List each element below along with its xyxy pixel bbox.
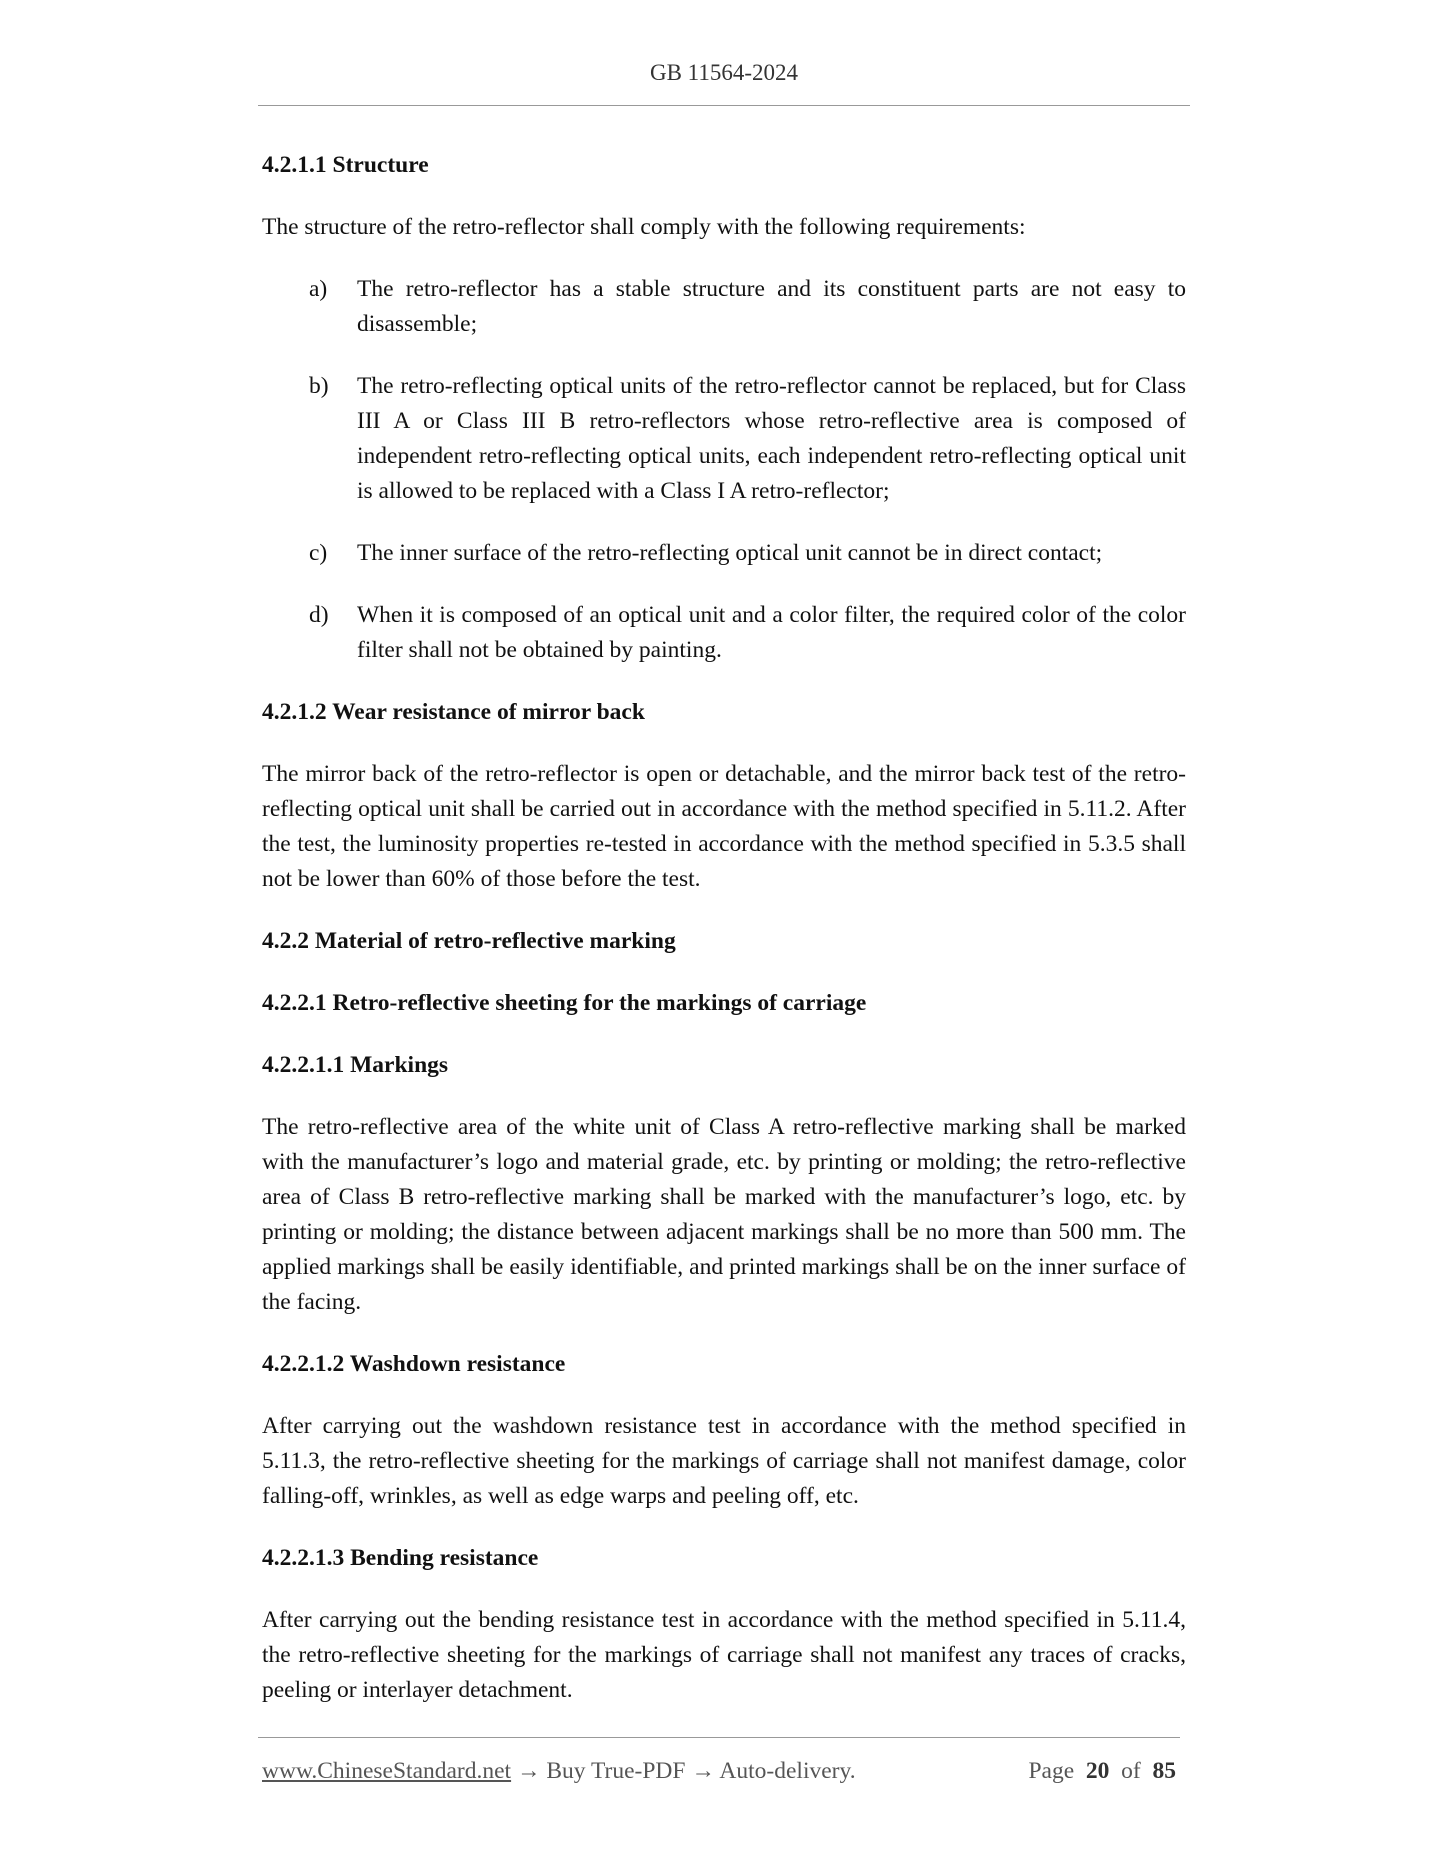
footer-promo xyxy=(262,1758,856,1785)
delivery-text: Auto-delivery. xyxy=(719,1758,856,1784)
heading-4-2-2-1-2: 4.2.2.1.2 Washdown resistance xyxy=(262,1351,566,1377)
list-item-text: The retro-reflecting optical units of the retro-reflector cannot be replaced, but for Class III A or Class III B retro-reflectors whose retro-reflective area is composed of independent retro-reflecting optical units, each independent retro-reflecting optical unit is allowed to be replaced with a Class I A retro-reflector; xyxy=(357,373,1186,504)
list-item xyxy=(262,598,1186,668)
list-item xyxy=(262,272,1186,342)
structure-intro: The structure of the retro-reflector shall comply with the following requirements: xyxy=(262,214,1026,240)
total-pages: 85 xyxy=(1152,1758,1176,1784)
list-item-text: When it is composed of an optical unit and a color filter, the required color of the color filter shall not be obtained by painting. xyxy=(357,602,1186,663)
header-divider xyxy=(258,105,1190,106)
document-header xyxy=(258,60,1190,86)
arrow-right-icon: → xyxy=(691,1758,715,1784)
heading-4-2-1-1: 4.2.1.1 Structure xyxy=(262,152,429,178)
heading-4-2-2-1-1: 4.2.2.1.1 Markings xyxy=(262,1052,449,1078)
paragraph-mirror-back: The mirror back of the retro-reflector is open or detachable, and the mirror back test of the retro-reflecting optical unit shall be carried out in accordance with the method specified in 5.11.2. After the test, the luminosity properties re-tested in accordance with the method specified in 5.3.5 shall not be lower than 60% of those before the test. xyxy=(262,761,1186,892)
document-body xyxy=(262,148,1186,1708)
list-item-text: The retro-reflector has a stable structure and its constituent parts are not easy to disassemble; xyxy=(357,276,1186,337)
paragraph-markings: The retro-reflective area of the white unit of Class A retro-reflective marking shall be marked with the manufacturer’s logo and material grade, etc. by printing or molding; the retro-reflective area of Class B retro-reflective marking shall be marked with the manufacturer’s logo, etc. by printing or molding; the distance between adjacent markings shall be no more than 500 mm. The applied markings shall be easily identifiable, and printed markings shall be on the inner surface of the facing. xyxy=(262,1114,1186,1315)
of-label: of xyxy=(1121,1758,1141,1784)
list-marker: b) xyxy=(309,373,329,399)
footer-divider xyxy=(258,1737,1180,1738)
list-item xyxy=(262,536,1186,571)
list-marker: c) xyxy=(309,540,328,566)
arrow-right-icon: → xyxy=(516,1758,541,1784)
list-marker: d) xyxy=(309,602,329,628)
site-link[interactable]: www.ChineseStandard.net xyxy=(262,1758,512,1784)
heading-4-2-2: 4.2.2 Material of retro-reflective marking xyxy=(262,928,676,954)
heading-4-2-2-1: 4.2.2.1 Retro-reflective sheeting for the markings of carriage xyxy=(262,990,867,1016)
page-label: Page xyxy=(1028,1758,1075,1784)
paragraph-bending: After carrying out the bending resistance test in accordance with the method specified in 5.11.4, the retro-reflective sheeting for the markings of carriage shall not manifest any traces of cracks, peeling or interlayer detachment. xyxy=(262,1607,1186,1703)
page-indicator xyxy=(1028,1758,1176,1785)
page-number: 20 xyxy=(1085,1758,1110,1784)
heading-4-2-2-1-3: 4.2.2.1.3 Bending resistance xyxy=(262,1545,539,1571)
paragraph-washdown: After carrying out the washdown resistance test in accordance with the method specified in 5.11.3, the retro-reflective sheeting for the markings of carriage shall not manifest damage, color falling-off, wrinkles, as well as edge warps and peeling off, etc. xyxy=(262,1413,1186,1509)
list-item-text: The inner surface of the retro-reflecting optical unit cannot be in direct contact; xyxy=(357,540,1103,566)
buy-text: Buy True-PDF xyxy=(546,1758,686,1784)
list-item xyxy=(262,369,1186,509)
heading-4-2-1-2: 4.2.1.2 Wear resistance of mirror back xyxy=(262,699,645,725)
document-id: GB 11564-2024 xyxy=(649,60,798,85)
list-marker: a) xyxy=(309,276,328,302)
